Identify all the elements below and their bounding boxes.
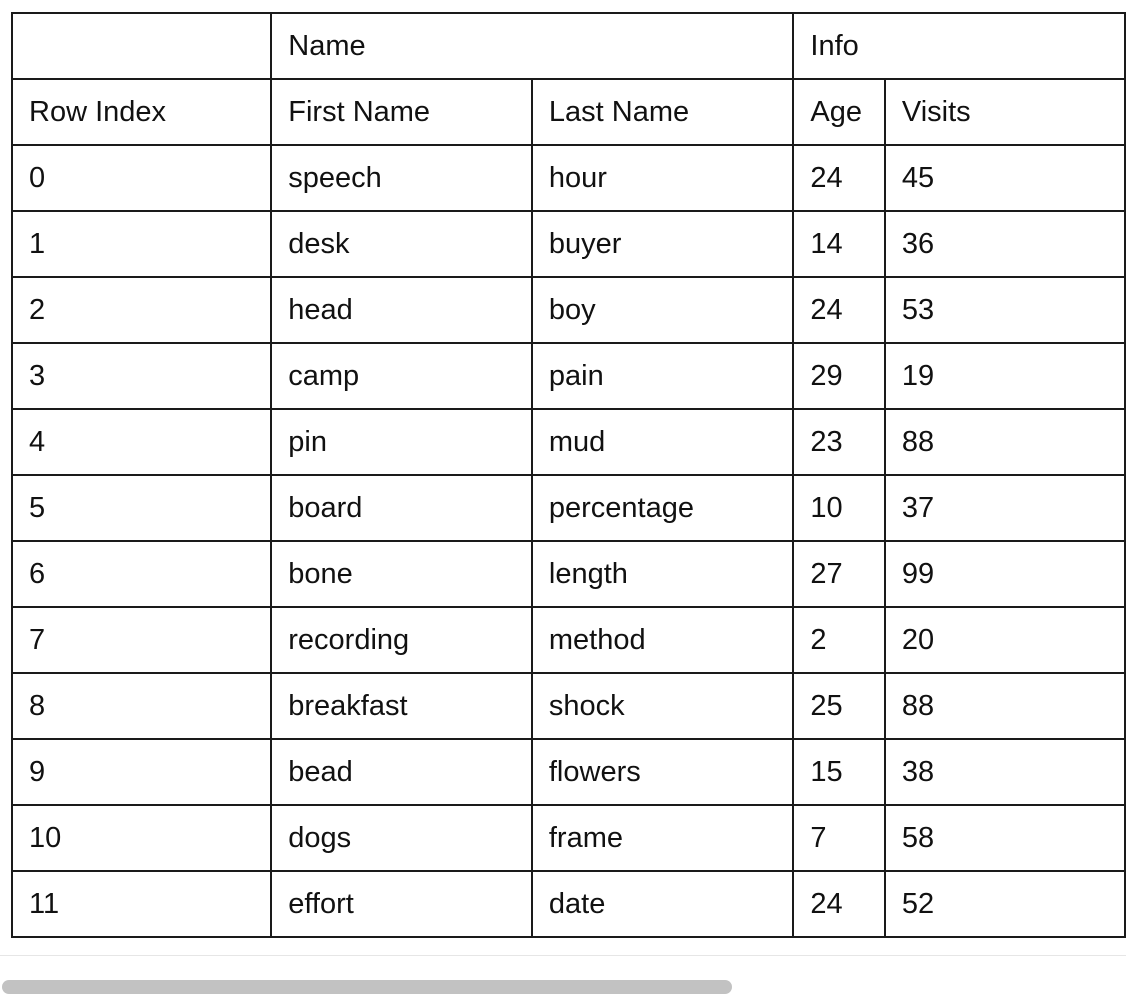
horizontal-scrollbar-thumb[interactable] bbox=[2, 980, 732, 994]
cell-visits: 19 bbox=[885, 343, 1125, 409]
group-header-name: Name bbox=[271, 13, 793, 79]
cell-row-index: 2 bbox=[12, 277, 271, 343]
cell-last-name: length bbox=[532, 541, 794, 607]
cell-first-name: effort bbox=[271, 871, 532, 937]
cell-row-index: 8 bbox=[12, 673, 271, 739]
group-header-empty bbox=[12, 13, 271, 79]
cell-first-name: speech bbox=[271, 145, 532, 211]
table-row bbox=[12, 145, 1125, 211]
cell-age: 7 bbox=[793, 805, 884, 871]
cell-last-name: buyer bbox=[532, 211, 794, 277]
table-row bbox=[12, 475, 1125, 541]
cell-last-name: frame bbox=[532, 805, 794, 871]
cell-visits: 36 bbox=[885, 211, 1125, 277]
cell-last-name: boy bbox=[532, 277, 794, 343]
table-row bbox=[12, 343, 1125, 409]
table-row bbox=[12, 739, 1125, 805]
cell-last-name: date bbox=[532, 871, 794, 937]
cell-visits: 58 bbox=[885, 805, 1125, 871]
cell-age: 15 bbox=[793, 739, 884, 805]
cell-age: 27 bbox=[793, 541, 884, 607]
cell-visits: 52 bbox=[885, 871, 1125, 937]
cell-last-name: pain bbox=[532, 343, 794, 409]
cell-row-index: 4 bbox=[12, 409, 271, 475]
cell-last-name: shock bbox=[532, 673, 794, 739]
cell-last-name: percentage bbox=[532, 475, 794, 541]
table-row bbox=[12, 805, 1125, 871]
cell-age: 25 bbox=[793, 673, 884, 739]
cell-visits: 37 bbox=[885, 475, 1125, 541]
group-header-info: Info bbox=[793, 13, 1125, 79]
column-header-first-name: First Name bbox=[271, 79, 532, 145]
cell-age: 24 bbox=[793, 145, 884, 211]
cell-visits: 53 bbox=[885, 277, 1125, 343]
cell-row-index: 11 bbox=[12, 871, 271, 937]
group-header-row bbox=[12, 13, 1125, 79]
table-row bbox=[12, 409, 1125, 475]
cell-visits: 38 bbox=[885, 739, 1125, 805]
table-row bbox=[12, 607, 1125, 673]
table-row bbox=[12, 277, 1125, 343]
cell-age: 14 bbox=[793, 211, 884, 277]
cell-row-index: 7 bbox=[12, 607, 271, 673]
cell-age: 29 bbox=[793, 343, 884, 409]
cell-visits: 88 bbox=[885, 409, 1125, 475]
cell-visits: 99 bbox=[885, 541, 1125, 607]
table-row bbox=[12, 541, 1125, 607]
cell-last-name: method bbox=[532, 607, 794, 673]
cell-visits: 20 bbox=[885, 607, 1125, 673]
cell-row-index: 1 bbox=[12, 211, 271, 277]
cell-first-name: board bbox=[271, 475, 532, 541]
cell-last-name: flowers bbox=[532, 739, 794, 805]
column-header-visits: Visits bbox=[885, 79, 1125, 145]
cell-row-index: 0 bbox=[12, 145, 271, 211]
cell-first-name: dogs bbox=[271, 805, 532, 871]
column-header-row-index: Row Index bbox=[12, 79, 271, 145]
cell-first-name: recording bbox=[271, 607, 532, 673]
cell-row-index: 5 bbox=[12, 475, 271, 541]
cell-first-name: pin bbox=[271, 409, 532, 475]
table-row bbox=[12, 673, 1125, 739]
cell-age: 2 bbox=[793, 607, 884, 673]
cell-row-index: 3 bbox=[12, 343, 271, 409]
cell-last-name: hour bbox=[532, 145, 794, 211]
horizontal-scrollbar[interactable] bbox=[0, 955, 1126, 994]
cell-first-name: bead bbox=[271, 739, 532, 805]
cell-row-index: 6 bbox=[12, 541, 271, 607]
cell-visits: 88 bbox=[885, 673, 1125, 739]
cell-first-name: desk bbox=[271, 211, 532, 277]
cell-row-index: 10 bbox=[12, 805, 271, 871]
cell-age: 24 bbox=[793, 277, 884, 343]
cell-first-name: head bbox=[271, 277, 532, 343]
cell-row-index: 9 bbox=[12, 739, 271, 805]
column-header-age: Age bbox=[793, 79, 884, 145]
table-row bbox=[12, 211, 1125, 277]
cell-first-name: breakfast bbox=[271, 673, 532, 739]
cell-age: 23 bbox=[793, 409, 884, 475]
cell-last-name: mud bbox=[532, 409, 794, 475]
cell-visits: 45 bbox=[885, 145, 1125, 211]
column-header-last-name: Last Name bbox=[532, 79, 794, 145]
cell-age: 24 bbox=[793, 871, 884, 937]
table-row bbox=[12, 871, 1125, 937]
cell-age: 10 bbox=[793, 475, 884, 541]
cell-first-name: camp bbox=[271, 343, 532, 409]
data-table bbox=[11, 12, 1126, 938]
cell-first-name: bone bbox=[271, 541, 532, 607]
column-header-row bbox=[12, 79, 1125, 145]
